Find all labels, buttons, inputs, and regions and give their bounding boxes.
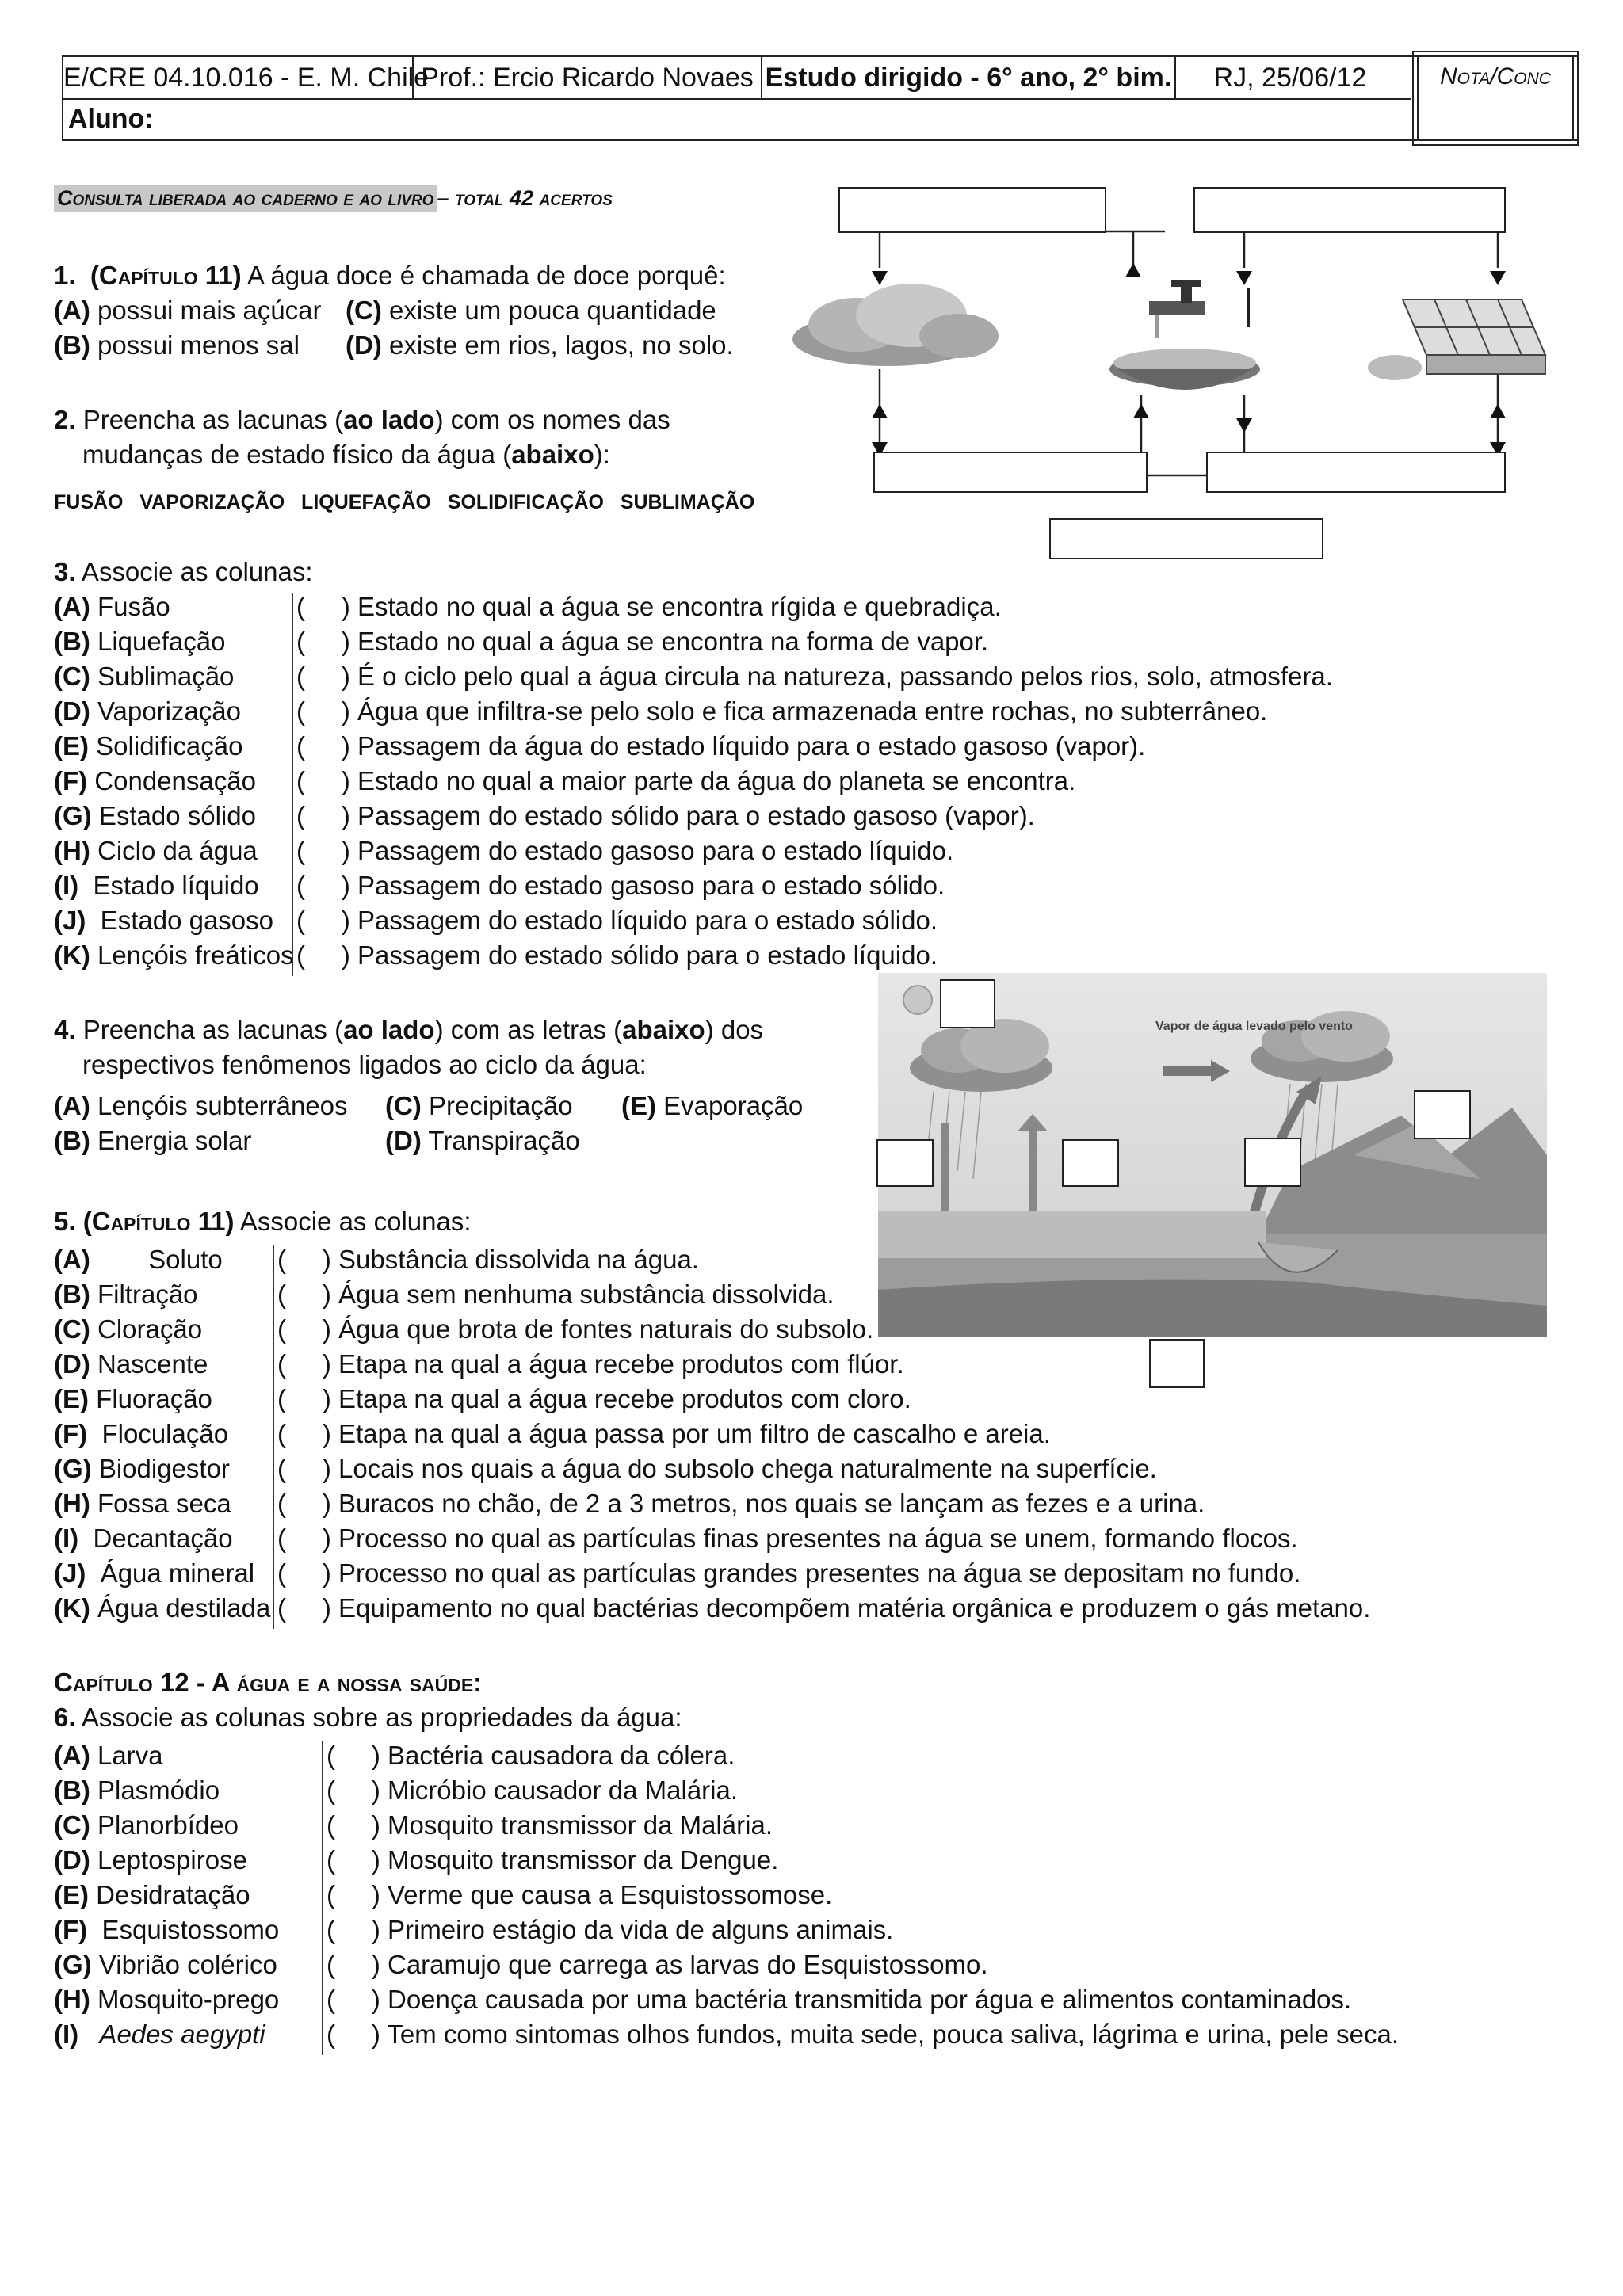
q3-left-item xyxy=(54,868,259,903)
arrow-up-icon xyxy=(1490,404,1506,418)
q4-text-b: ao lado xyxy=(343,1015,435,1044)
cycle-blank-rain[interactable] xyxy=(876,1139,934,1187)
q2-text-f: ): xyxy=(594,440,610,469)
item-letter: (E) xyxy=(54,1880,89,1909)
item-text: Fluoração xyxy=(89,1384,212,1413)
q6-answer-row[interactable]: ( ) Caramujo que carrega as larvas do Esquistossomo. xyxy=(327,1950,988,1979)
item-letter: (A) xyxy=(54,1741,90,1770)
arrow-up-icon xyxy=(1133,404,1149,418)
q6-left-item xyxy=(54,1843,247,1878)
q5-title-text: Associe as colunas: xyxy=(234,1207,472,1236)
item-text: Soluto xyxy=(90,1245,223,1274)
image-caption: Vapor de água levado pelo vento xyxy=(1155,1020,1353,1033)
item-letter: (G) xyxy=(54,1950,92,1979)
item-letter: (K) xyxy=(54,1593,90,1623)
q2-text-c: ) com os nomes das xyxy=(434,405,670,434)
item-text: Vibrião colérico xyxy=(91,1950,277,1979)
q4-line1 xyxy=(54,1013,763,1047)
q3-answer-row[interactable]: ( ) Passagem do estado sólido para o estado gasoso (vapor). xyxy=(296,801,1035,830)
item-text: Fossa seca xyxy=(90,1489,231,1518)
q6-left-item xyxy=(54,2017,265,2052)
q3-answer-row[interactable]: ( ) Passagem do estado gasoso para o estado sólido. xyxy=(296,871,945,900)
item-letter: (D) xyxy=(54,1845,90,1875)
q2-line1 xyxy=(54,402,670,437)
q5-answer-row[interactable]: ( ) Etapa na qual a água passa por um filtro de cascalho e areia. xyxy=(277,1419,1051,1448)
item-text: Liquefação xyxy=(90,627,226,656)
item-letter: (H) xyxy=(54,1489,90,1518)
q6-divider xyxy=(322,1741,323,2055)
item-letter: (D) xyxy=(54,696,90,726)
q5-left-item xyxy=(54,1277,198,1312)
item-text: Nascente xyxy=(90,1349,208,1379)
item-letter: (I) xyxy=(54,1524,79,1553)
student-label: Aluno: xyxy=(68,104,154,134)
item-letter: (C) xyxy=(54,1314,90,1344)
item-text: Desidratação xyxy=(89,1880,250,1909)
q6-answer-row[interactable]: ( ) Doença causada por uma bactéria transmitida por água e alimentos contaminados. xyxy=(327,1985,1352,2014)
q4-opt-text: Precipitação xyxy=(421,1091,573,1120)
date-cell: RJ, 25/06/12 xyxy=(1213,63,1367,93)
item-letter: (A) xyxy=(54,592,90,621)
q6-left-item xyxy=(54,1947,277,1982)
q5-chapter: (Capítulo 11) xyxy=(82,1207,235,1236)
item-text: Estado gasoso xyxy=(86,906,273,935)
q5-left-item xyxy=(54,1347,208,1382)
q3-number: 3. xyxy=(54,557,76,586)
q3-left-item xyxy=(54,938,294,973)
q4-text-c: ) com as letras ( xyxy=(434,1015,623,1044)
q5-title xyxy=(54,1204,472,1239)
item-letter: (J) xyxy=(54,1558,86,1588)
q4-opt-text: Transpiração xyxy=(421,1126,580,1155)
q2-word-bank: FUSÃO VAPORIZAÇÃO LIQUEFAÇÃO SOLIDIFICAÇÃO SUBLIMAÇÃO xyxy=(54,491,755,513)
q3-left-item xyxy=(54,903,273,938)
item-letter: (B) xyxy=(54,1280,90,1309)
q2-text-b: ao lado xyxy=(343,405,435,434)
q5-answer-row[interactable]: ( ) Substância dissolvida na água. xyxy=(277,1245,699,1274)
q3-answer-row[interactable]: ( ) É o ciclo pelo qual a água circula na natureza, passando pelos rios, solo, atmosfera. xyxy=(296,662,1333,691)
student-name-field[interactable] xyxy=(63,98,1411,139)
q5-answer-row[interactable]: ( ) Processo no qual as partículas grandes presentes na água se depositam no fundo. xyxy=(277,1558,1301,1588)
state-change-blank-3[interactable] xyxy=(873,452,1148,493)
q6-answer-row[interactable]: ( ) Verme que causa a Esquistossomose. xyxy=(327,1880,833,1909)
item-text: Leptospirose xyxy=(90,1845,247,1875)
q2-number: 2. xyxy=(54,405,76,434)
top-left-path xyxy=(880,231,1165,268)
item-text: Decantação xyxy=(78,1524,233,1553)
q4-opt-text: Lençóis subterrâneos xyxy=(90,1091,348,1120)
item-text: Filtração xyxy=(90,1280,198,1309)
state-change-blank-1[interactable] xyxy=(838,187,1106,233)
q4-opt-letter: (A) xyxy=(54,1091,90,1120)
item-letter: (E) xyxy=(54,731,89,761)
q4-opt-letter: (C) xyxy=(385,1091,422,1120)
q3-left-item xyxy=(54,624,225,659)
q4-text-a: Preencha as lacunas ( xyxy=(75,1015,344,1044)
cycle-blank-mountain[interactable] xyxy=(1414,1090,1471,1139)
q4-text-d: abaixo xyxy=(622,1015,705,1044)
state-change-blank-5[interactable] xyxy=(1049,518,1323,559)
faucet-basin-icon xyxy=(1109,280,1260,390)
item-letter: (I) xyxy=(54,871,79,900)
item-letter: (G) xyxy=(54,1454,92,1483)
item-letter: (K) xyxy=(54,940,90,970)
state-change-diagram xyxy=(785,181,1585,569)
q6-title-text: Associe as colunas sobre as propriedades da água: xyxy=(75,1703,682,1732)
q3-divider xyxy=(292,593,293,976)
cycle-blank-evaporation-left[interactable] xyxy=(1062,1139,1119,1187)
cloud-icon xyxy=(792,284,999,366)
q5-answer-row[interactable]: ( ) Processo no qual as partículas finas presentes na água se unem, formando flocos. xyxy=(277,1524,1298,1553)
q6-left-item xyxy=(54,1808,239,1843)
item-text: Larva xyxy=(90,1741,163,1770)
state-change-blank-4[interactable] xyxy=(1206,452,1506,493)
title-cell: Estudo dirigido - 6° ano, 2° bim. xyxy=(762,57,1176,98)
cycle-blank-underground[interactable] xyxy=(1149,1339,1205,1388)
arrow-down-icon xyxy=(1236,271,1252,285)
q3-left-item xyxy=(54,694,241,729)
item-letter: (H) xyxy=(54,836,90,865)
q5-left-item xyxy=(54,1591,270,1626)
item-letter: (D) xyxy=(54,1349,90,1379)
instructions-banner xyxy=(54,179,613,215)
school-cell: E/CRE 04.10.016 - E. M. Chile xyxy=(63,57,414,98)
q5-answer-row[interactable]: ( ) Etapa na qual a água recebe produtos com cloro. xyxy=(277,1384,911,1413)
item-letter: (I) xyxy=(54,2019,79,2049)
item-letter: (H) xyxy=(54,1985,90,2014)
q6-left-item xyxy=(54,1773,220,1808)
item-letter: (B) xyxy=(54,1775,90,1805)
cycle-blank-sun[interactable] xyxy=(940,979,995,1028)
q6-left-item xyxy=(54,1738,163,1773)
q5-left-item xyxy=(54,1242,223,1277)
q3-answer-row[interactable]: ( ) Água que infiltra-se pelo solo e fica armazenada entre rochas, no subterrâneo. xyxy=(296,696,1268,726)
item-text: Plasmódio xyxy=(90,1775,220,1805)
q5-answer-row[interactable]: ( ) Equipamento no qual bactérias decompõem matéria orgânica e produzem o gás metano. xyxy=(277,1593,1371,1623)
q6-left-item xyxy=(54,1982,279,2017)
item-letter: (F) xyxy=(54,1419,88,1448)
item-text: Água mineral xyxy=(86,1558,255,1588)
item-letter: (E) xyxy=(54,1384,89,1413)
header-table xyxy=(62,55,1579,141)
grade-box[interactable] xyxy=(1417,55,1574,141)
q3-answer-row[interactable]: ( ) Passagem da água do estado líquido para o estado gasoso (vapor). xyxy=(296,731,1146,761)
arrow-down-icon xyxy=(872,271,888,285)
q4-number: 4. xyxy=(54,1015,76,1044)
item-text: Estado líquido xyxy=(78,871,259,900)
q3-left-item xyxy=(54,833,258,868)
item-text: Esquistossomo xyxy=(87,1915,280,1944)
q6-title xyxy=(54,1700,682,1735)
q5-answer-row[interactable]: ( ) Locais nos quais a água do subsolo chega naturalmente na superfície. xyxy=(277,1454,1157,1483)
q1-option-d: (D) existe em rios, lagos, no solo. xyxy=(346,330,734,360)
q3-answer-row[interactable]: ( ) Passagem do estado gasoso para o estado líquido. xyxy=(296,836,954,865)
q6-left-item xyxy=(54,1913,279,1947)
item-text: Floculação xyxy=(87,1419,229,1448)
arrow-down-icon xyxy=(1236,418,1252,433)
grade-label: Nota/Conc xyxy=(1440,63,1551,90)
item-text: Fusão xyxy=(90,592,170,621)
q3-title-text: Associe as colunas: xyxy=(75,557,313,586)
q4-option-b xyxy=(54,1123,251,1158)
banner-total: – total 42 acertos xyxy=(437,186,613,210)
q5-left-item xyxy=(54,1312,202,1347)
q4-line2: respectivos fenômenos ligados ao ciclo da água: xyxy=(82,1050,647,1079)
q1-title xyxy=(54,258,726,293)
item-text: Lençóis freáticos xyxy=(90,940,294,970)
q5-answer-row[interactable]: ( ) Água sem nenhuma substância dissolvida. xyxy=(277,1280,834,1309)
q1-number: 1. xyxy=(54,261,76,290)
q5-answer-row[interactable]: ( ) Buracos no chão, de 2 a 3 metros, nos quais se lançam as fezes e a urina. xyxy=(277,1489,1205,1518)
state-change-blank-2[interactable] xyxy=(1193,187,1506,233)
item-text: Vaporização xyxy=(90,696,241,726)
cycle-blank-transpiration[interactable] xyxy=(1244,1138,1301,1187)
q6-answer-row[interactable]: ( ) Micróbio causador da Malária. xyxy=(327,1775,739,1805)
q4-opt-letter: (E) xyxy=(621,1091,656,1120)
item-letter: (F) xyxy=(54,1915,88,1944)
q1-option-d-text: existe em rios, lagos, no solo. xyxy=(388,330,734,360)
q3-answer-row[interactable]: ( ) Passagem do estado sólido para o estado líquido. xyxy=(296,940,938,970)
q5-left-item xyxy=(54,1521,233,1556)
item-letter: (J) xyxy=(54,906,86,935)
arrow-down-icon xyxy=(1490,271,1506,285)
top-right-path xyxy=(1216,231,1498,268)
item-text: Ciclo da água xyxy=(90,836,258,865)
q6-answer-row[interactable]: ( ) Tem como sintomas olhos fundos, muita sede, pouca saliva, lágrima e urina, pele seca. xyxy=(327,2019,1400,2049)
ice-tray-icon xyxy=(1368,299,1545,380)
item-text: Sublimação xyxy=(90,662,235,691)
teacher-cell: Prof.: Ercio Ricardo Novaes xyxy=(414,57,762,98)
q1-text: A água doce é chamada de doce porquê: xyxy=(241,261,726,290)
q1-option-a-text: possui mais açúcar xyxy=(97,296,322,325)
item-text: Cloração xyxy=(90,1314,203,1344)
q4-opt-text: Energia solar xyxy=(90,1126,252,1155)
q2-text-d: mudanças de estado físico da água ( xyxy=(82,440,512,469)
q3-answer-row[interactable]: ( ) Estado no qual a maior parte da água do planeta se encontra. xyxy=(296,766,1076,795)
q5-number: 5. xyxy=(54,1207,76,1236)
item-text: Condensação xyxy=(87,766,256,795)
q1-option-b-text: possui menos sal xyxy=(97,330,300,360)
item-letter: (C) xyxy=(54,1810,90,1840)
q3-left-item xyxy=(54,764,256,799)
q3-left-item xyxy=(54,589,170,624)
q2-line2 xyxy=(82,437,610,472)
q4-text-e: ) dos xyxy=(705,1015,764,1044)
item-letter: (B) xyxy=(54,627,90,656)
item-text: Biodigestor xyxy=(91,1454,230,1483)
item-letter: (C) xyxy=(54,662,90,691)
q6-answer-row[interactable]: ( ) Primeiro estágio da vida de alguns animais. xyxy=(327,1915,894,1944)
item-text: Solidificação xyxy=(89,731,243,761)
q6-number: 6. xyxy=(54,1703,76,1732)
q5-left-item xyxy=(54,1382,212,1417)
q4-opt-letter: (D) xyxy=(385,1126,422,1155)
q5-left-item xyxy=(54,1451,230,1486)
q4-option-d xyxy=(385,1123,580,1158)
q6-left-item xyxy=(54,1878,250,1913)
item-text: Aedes aegypti xyxy=(78,2019,265,2049)
q5-left-item xyxy=(54,1486,231,1521)
arrow-up-icon xyxy=(872,404,888,418)
q5-answer-row[interactable]: ( ) Água que brota de fontes naturais do subsolo. xyxy=(277,1314,874,1344)
q4-option-e xyxy=(621,1089,803,1123)
q2-text-a: Preencha as lacunas ( xyxy=(75,405,344,434)
item-letter: (G) xyxy=(54,801,92,830)
ocean xyxy=(878,1211,1266,1258)
q3-left-item xyxy=(54,799,256,833)
item-text: Mosquito-prego xyxy=(90,1985,280,2014)
item-letter: (A) xyxy=(54,1245,90,1274)
q5-divider xyxy=(273,1245,274,1629)
q4-opt-text: Evaporação xyxy=(656,1091,804,1120)
q1-option-c: (C) existe um pouca quantidade xyxy=(346,296,716,325)
item-text: Estado sólido xyxy=(91,801,256,830)
q1-option-a: (A) possui mais açúcar xyxy=(54,296,322,325)
q3-answer-row[interactable]: ( ) Estado no qual a água se encontra na forma de vapor. xyxy=(296,627,989,656)
q1-option-c-text: existe um pouca quantidade xyxy=(388,296,716,325)
q5-left-item xyxy=(54,1556,254,1591)
q5-answer-row[interactable]: ( ) Etapa na qual a água recebe produtos com flúor. xyxy=(277,1349,904,1379)
q3-answer-row[interactable]: ( ) Passagem do estado líquido para o estado sólido. xyxy=(296,906,938,935)
chapter12-title: Capítulo 12 - A água e a nossa saúde: xyxy=(54,1668,483,1697)
q3-left-item xyxy=(54,729,242,764)
q4-option-c xyxy=(385,1089,573,1123)
q1-option-b: (B) possui menos sal xyxy=(54,330,300,360)
q3-left-item xyxy=(54,659,234,694)
q2-text-e: abaixo xyxy=(511,440,594,469)
q6-answer-row[interactable]: ( ) Bactéria causadora da cólera. xyxy=(327,1741,735,1770)
arrow-up-icon xyxy=(1125,263,1141,277)
q4-opt-letter: (B) xyxy=(54,1126,90,1155)
q6-answer-row[interactable]: ( ) Mosquito transmissor da Dengue. xyxy=(327,1845,779,1875)
item-text: Água destilada xyxy=(90,1593,271,1623)
q3-title xyxy=(54,555,313,589)
q6-answer-row[interactable]: ( ) Mosquito transmissor da Malária. xyxy=(327,1810,773,1840)
q4-option-a xyxy=(54,1089,348,1123)
banner-text: Consulta liberada ao caderno e ao livro xyxy=(54,185,437,212)
item-text: Planorbídeo xyxy=(90,1810,239,1840)
sun-icon xyxy=(903,986,932,1014)
q5-left-item xyxy=(54,1417,228,1451)
q3-answer-row[interactable]: ( ) Estado no qual a água se encontra rígida e quebradiça. xyxy=(296,592,1002,621)
item-letter: (F) xyxy=(54,766,88,795)
q1-chapter: (Capítulo 11) xyxy=(90,261,242,290)
